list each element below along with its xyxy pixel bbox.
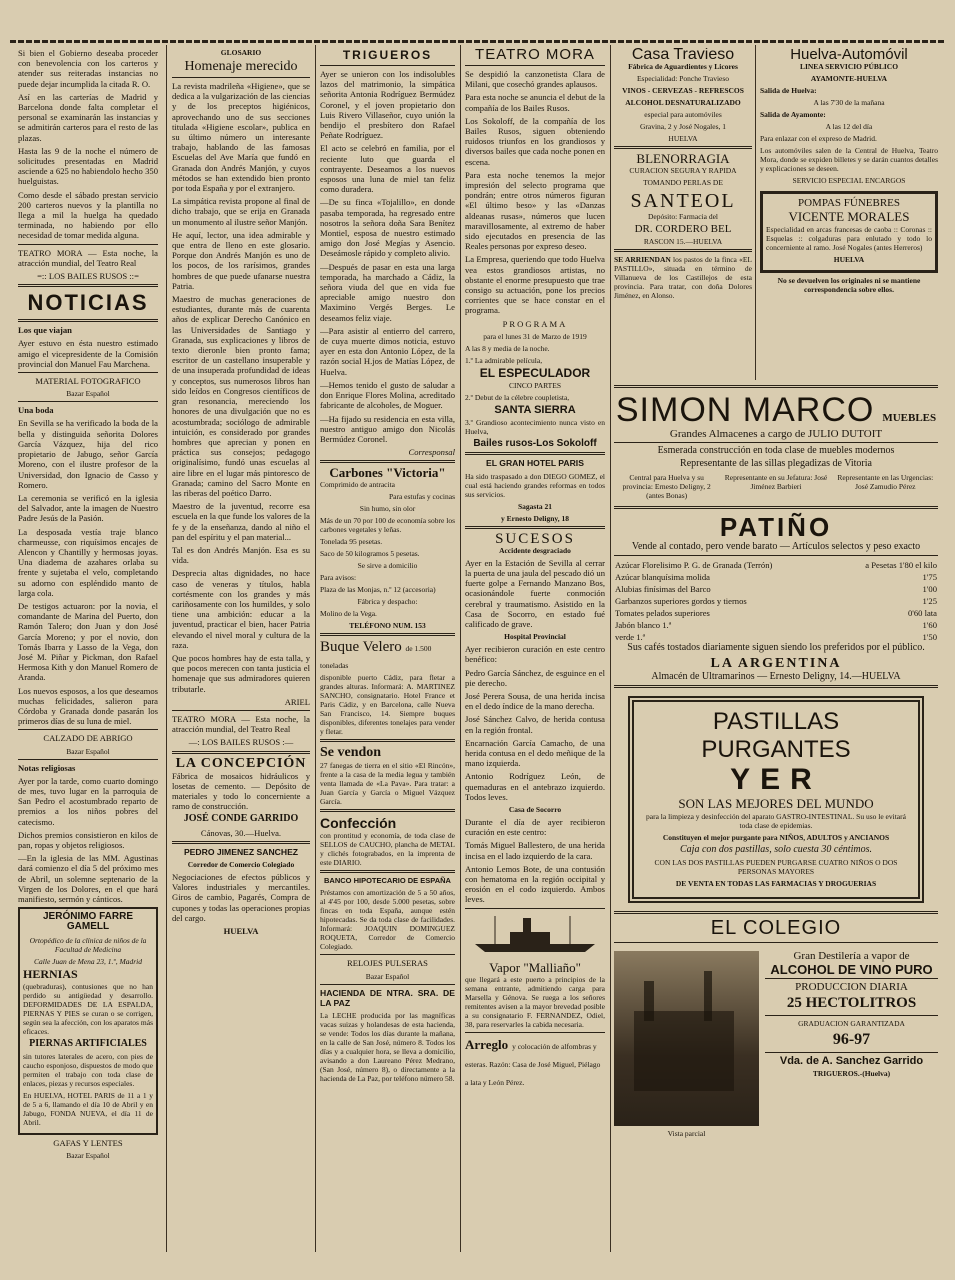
teatro-notice: TEATRO MORA — Esta noche, la atracción mundial, del Teatro Real xyxy=(18,247,158,268)
carbones-heading: Carbones "Victoria" xyxy=(329,465,446,481)
section-title: Los que viajan xyxy=(18,325,72,336)
vapor-heading: Vapor "Malliaño" xyxy=(489,959,581,975)
sucesos-heading: SUCESOS xyxy=(495,530,575,547)
price-item: Garbanzos superiores gordos y tiernos xyxy=(615,595,747,606)
price-value: 1'25 xyxy=(922,595,937,606)
price-item: Azúcar blanquísima molida xyxy=(615,571,710,582)
vendon-heading: Se vendon xyxy=(320,745,382,761)
steamship-icon xyxy=(465,912,605,956)
factory-photo: Vista parcial xyxy=(614,951,759,1126)
paragraph: Así en las carterías de Madrid y Barcelona donde falta completar el personal se examinarán las instancias y se admitirán carteros para el resto de las plazas. xyxy=(18,91,158,143)
homenaje-heading: Homenaje merecido xyxy=(184,59,298,74)
price-item: Tomates pelados superiores xyxy=(615,607,710,618)
column-6: Huelva-Automóvil LINEA SERVICIO PÚBLICO AYAMONTE-HUELVA Salida de Huelva: A las 7'30 de la mañana Salida de Ayamonte: A las 12 del día Para enlazar con el expreso de Madrid. Los automóviles salen de la Central de Huelva, Teatro Mora, donde se expiden billetes y se darán cuantos detalles y explicaciones se deseen. SERVICIO ESPECIAL ENCARGOS POMPAS FÚNEBRES VICENTE MORALES Especialidad en arcas francesas de caoba :: Coronas :: Esquelas :: colgaduras para enlutado y todo lo concerniente al ramo. José Nogales (antes Herreros) HUELVA No se devuelven los originales ni se mantiene correspondencia sobre ellos. xyxy=(760,48,938,294)
ad-title: GAFAS Y LENTES xyxy=(53,1138,123,1149)
paragraph: Si bien el Gobierno deseaba proceder con benevolencia con los carteros y atender sus reiteradas instancias no puede dejar incumplida la citada R. O. xyxy=(18,48,158,89)
price-value: 1'75 xyxy=(922,571,937,582)
confeccion-heading: Confección xyxy=(320,815,397,832)
concepcion-heading: LA CONCEPCIÓN xyxy=(175,755,307,771)
buque-heading: Buque Velero de 1.500 toneladas xyxy=(320,639,432,671)
arreglo-heading: Arreglo xyxy=(465,1036,509,1052)
column-1 xyxy=(18,48,158,1250)
price-value: 1'60 xyxy=(922,619,937,630)
price-value: 1'50 xyxy=(922,631,937,642)
paragraph: Hasta las 9 de la noche el número de solicitudes presentadas en Madrid asciende a 625 no habiendolo hecho 350 huelguistas. xyxy=(18,145,158,187)
top-rule xyxy=(10,40,945,43)
section-title: Notas religiosas xyxy=(18,762,76,773)
price-row xyxy=(614,583,938,595)
huelva-auto-heading: Huelva-Automóvil xyxy=(790,48,908,63)
price-row xyxy=(614,619,938,631)
price-row xyxy=(614,559,938,571)
price-value: 1'00 xyxy=(922,583,937,594)
column-4: TEATRO MORA Se despidió la canzonetista Clara de Milani, que cosechó grandes aplausos. Para esta noche se anuncia el debut de la compañía de los Bailes Rusos. Los Sokoloff, de la compañía de los Bailes Rusos, siguen obteniendo ruidosos triunfos en los grandiosos y diversos bailes que cada noche ponen en escena. Para esta noche tenemos la mejor impresión del selecto programa que pondrán; entre otros números figuran «El último beso» y las «Danzas aldeanas rusas», números que lucen maravillosamente, al extremo de haber sido ejecutados en presencia de las Reales personas por expreso deseo. La Empresa, queriendo que todo Huelva vea estos grandiosos artistas, no obstante el enorme presupuesto que trae consigo su actuación, pone los precios corrientes que se hace constar en el programa. PROGRAMA para el lunes 31 de Marzo de 1919 A las 8 y media de la noche. 1.º La admirable película, EL ESPECULADOR CINCO PARTES 2.º Debut de la célebre coupletista, SANTA SIERRA 3.º Grandioso acontecimiento nunca visto en Huelva, Bailes rusos-Los Sokoloff EL GRAN HOTEL PARIS Ha sido traspasado a don DIEGO GOMEZ, el cual está haciendo grandes reformas en todos sus servicios. Sagasta 21 y Ernesto Deligny, 18 SUCESOS Accidente desgraciado Ayer en la Estación de Sevilla al cerrar la puerta de una jaula del pescado dió un fuerte golpe a Fernando Manzano Bos, ocasionándole fuerte conmoción cerebral y traumatismo. Asistido en la Casa de Socorro, en estado fué calificado de grave. Hospital Provincial Ayer recibieron curación en este centro benéfico: Pedro García Sánchez, de esguince en el pie derecho. José Perera Sousa, de una herida incisa en el dedo índice de la mano derecha. José Sánchez Calvo, de herida contusa en la región frontal. Encarnación García Camacho, de una herida contusa en el dedo meñique de la mano izquierda. Antonio Rodríguez León, de quemaduras en el antebrazo izquierdo. Todos leves. Casa de Socorro Durante el día de ayer recibieron curación en este centro: Tomás Miguel Ballestero, de una herida incisa en el lado izquierdo de la cara. Antonio Lemos Bote, de una contusión con hematoma en la región occipital y erosión en el codo izquierdo. Ambos leves. Vapor "Malliaño" que llegará a este puerto a principios de la semana entrante, admitiendo carga para Marsella y Génova. Se ruega a los señores remitentes avisen a la mayor brevedad posible a su consignatario F. FERNANDEZ, Odiel, 38, para reservarles la cabida necesaria. Arreglo y colocación de alfombras y esteras. Razón: Casa de José Miguel, Piélago a lata y León Pérez. xyxy=(465,48,605,1087)
price-row xyxy=(614,595,938,607)
ad-subtitle: Bazar Español xyxy=(66,389,110,399)
price-item: Alubias finísimas del Barco xyxy=(615,583,711,594)
price-item: Jabón blanco 1.ª xyxy=(615,619,672,630)
paragraph: De testigos actuaron: por la novia, el comandante de Marina del Puerto, don Ramón Talero; don Juan y don José García Moreno; y por el novio, don Tomás Ibarra y Lasso de la Vega, don José M. Piñar y Pickman, don Rafael Hermosa Kith y don Manuel Romero de Aranda. xyxy=(18,600,158,683)
price-row xyxy=(614,631,938,643)
lower-right-ads: SIMON MARCO MUEBLES Grandes Almacenes a cargo de JULIO DUTOIT Esmerada construcción en toda clase de muebles modernos Representante de las sillas plegadizas de Vitoria Central para Huelva y su provincia: Ernesto Deligny, 2 (antes Bonas) Representante en su Jefatura: José Jiménez Barbieri Representante en las Urgencias: José Zamudio Pérez PATIÑO Vende al contado, pero vende barato — Artículos selectos y peso exacto Azúcar Florelisimo P. G. de Granada (Terrón) a Pesetas 1'80 el kilo Azúcar blanquísima molida 1'75 Alubias finísimas del Barco 1'00 Garbanzos superiores gordos y tiernos 1'25 Tomates pelados superiores 0'60 lata Jabón blanco 1.ª 1'60 verde 1.ª 1'50 Sus cafés tostados diariamente siguen siendo los preferidos por el público. LA ARGENTINA Almacén de Ultramarinos — Ernesto Deligny, 14.—HUELVA PASTILLAS PURGANTES YER SON LAS MEJORES DEL MUNDO para la limpieza y desinfección del aparato GASTRO-INTESTINAL. Su uso le evitará toda clase de epidemias. Constituyen el mejor purgante para NIÑOS, ADULTOS y ANCIANOS Caja con dos pastillas, solo cuesta 30 céntimos. CON LAS DOS PASTILLAS PUEDEN PURGARSE CUATRO NIÑOS O DOS PERSONAS MAYORES DE VENTA EN TODAS LAS FARMACIAS Y DROGUERIAS EL COLEGIO Vista parcial Gran Destilería a vapor de ALCOHOL DE VINO PURO PRODUCCION DIARIA 25 HECTOLITROS GRADUACION GARANTIZADA 96-97 Vda. de A. Sanchez Garrido TRIGUEROS.-(Huelva) xyxy=(614,382,938,1242)
section-title: Una boda xyxy=(18,405,54,416)
casa-heading: Casa Travieso xyxy=(631,48,735,63)
paragraph: La desposada vestía traje blanco charmeusse, con riquísimos encajes de Alencon y Chantilly y hermosas joyas. Una diadema de azahares orlaba su frente y sujetaba el velo, completando su adorno con espléndido manto de larga cola. xyxy=(18,526,158,598)
price-row xyxy=(614,571,938,583)
price-table xyxy=(614,559,938,643)
pompas-ad: POMPAS FÚNEBRES VICENTE MORALES Especialidad en arcas francesas de caoba :: Coronas :: Esquelas :: colgaduras para enlutado y todo lo concerniente al ramo. José Nogales (antes Herreros) HUELVA xyxy=(760,191,938,273)
price-item: Azúcar Florelisimo P. G. de Granada (Terrón) xyxy=(615,559,773,570)
paragraph: En Sevilla se ha verificado la boda de la bella y distinguida señorita Dolores García Vázquez, hija del rico propietario de Jabugo, señor García Moreno, con el ilustre profesor de la Universidad, don Ignacio de Casso y Romero. xyxy=(18,418,158,490)
price-value: a Pesetas 1'80 el kilo xyxy=(865,559,937,570)
pastillas-ad: PASTILLAS PURGANTES YER SON LAS MEJORES DEL MUNDO para la limpieza y desinfección del aparato GASTRO-INTESTINAL. Su uso le evitará toda clase de epidemias. Constituyen el mejor purgante para NIÑOS, ADULTOS y ANCIANOS Caja con dos pastillas, solo cuesta 30 céntimos. CON LAS DOS PASTILLAS PUEDEN PURGARSE CUATRO NIÑOS O DOS PERSONAS MAYORES DE VENTA EN TODAS LAS FARMACIAS Y DROGUERIAS xyxy=(628,696,924,903)
price-row xyxy=(614,607,938,619)
ad-subtitle: Bazar Español xyxy=(66,1151,110,1161)
paragraph: Dichos premios consistieron en kilos de pan, ropas y objetos religiosos. xyxy=(18,829,158,850)
teatro-heading: TEATRO MORA xyxy=(475,48,595,63)
paragraph: Ayer por la tarde, como cuarto domingo de mes, tuvo lugar en la parroquia de San Pedro el acostumbrado reparto de premios a los niños pobres del catecismo. xyxy=(18,775,158,827)
paragraph: Como desde el sábado prestan servicio 200 carteros nuevos y la plantilla no llega a mil la huelga ha quedado terminada, no habiendo por ello necesidad de tomar medida alguna. xyxy=(18,189,158,241)
paragraph: Ayer estuvo en ésta nuestro estimado amigo el vicepresidente de la Comisión provincial don Manuel Fau Marchena. xyxy=(18,338,158,369)
ad-subtitle: Bazar Español xyxy=(66,746,110,756)
bailes-notice: =:: LOS BAILES RUSOS ::= xyxy=(37,271,139,282)
simon-marco-ad: SIMON MARCO MUEBLES xyxy=(615,391,937,429)
price-item: verde 1.ª xyxy=(615,631,646,642)
trigueros-heading: TRIGUEROS xyxy=(342,48,433,62)
paragraph: —En la iglesia de las MM. Agustinas dará comienzo el día 5 del próximo mes de Abril, un solemne septenario de la Virgen de los Dolores, en el que hará manifiesto, sermón y cánticos. xyxy=(18,853,158,905)
farre-ad: JERÓNIMO FARRE GAMELL Ortopédico de la clínica de niños de la Facultad de Medicina Calle Juan de Mena 23, 1.º, Madrid HERNIAS (quebraduras), contusiones que no han perdido su antigüedad y desarrollo. DEFORMIDADES DE LA ESPALDA, PIERNAS Y PIES se curan o se corrigen, según sea la afección, con los aparatos más eficaces. PIERNAS ARTIFICIALES sin tutores laterales de acero, con pies de caucho esponjoso, dispuestos de modo que permiten el trabajo con toda clase de enlaces, piezas y recursos especiales. En HUELVA, HOTEL PARIS de 11 a 1 y de 5 a 6, llamando el día 10 de Abril y en Jabugo, FONDA NUEVA, el día 11 de Abril. xyxy=(18,907,158,1135)
ad-title: MATERIAL FOTOGRAFICO xyxy=(35,376,141,387)
column-3: TRIGUEROS Ayer se unieron con los indisolubles lazos del matrimonio, la simpática señorita Antonia Rodríguez Bermúdez Coronel, y el joven propietario don Luis Rivero Villaseñor, cuyo unión la bendijo el presbítero don Rafael Peñate Rodríguez. El acto se celebró en familia, por el reciente luto que guarda el contrayente. Deseamos a los nuevos esposos una luna de miel tan feliz como duradera. —De su finca «Tojalillo», en donde pasaba temporada, ha regresado entre nosotros la señora doña Sara Benítez Montiel, esposa de nuestro estimado amigo don José Megías y Asencio. Deseámosle rápido y completo alivio. —Después de pasar en esta una larga temporada, ha marchado a Cádiz, la señora viuda del que en vida fue apreciable amigo nuestro don Maximino Vergés Berges. Le deseamos feliz viaje. —Para asistir al entierro del carrero, de cuya muerte dimos noticia, estuvo ayer en esta don Antonio López, de la razón social H.jos de Matías López, de Huelva. —Hemos tenido el gusto de saludar a don Enrique Flores Molina, acreditado fabricante de alcoholes, de Moguer. —Ha fijado su residencia en esta villa, nuestro antiguo amigo don Nicolás Bermúdez Coronel. Corresponsal Carbones "Victoria" Comprimido de antracita Para estufas y cocinas Sin humo, sin olor Más de un 70 por 100 de economía sobre los carbones vegetales y leñas. Tonelada 95 pesetas. Saco de 50 kilogramos 5 pesetas. Se sirve a domicilio Para avisos: Plaza de las Monjas, n.º 12 (accesoria) Fábrica y despacho: Molino de la Vega. TELÉFONO NUM. 153 Buque Velero de 1.500 toneladas disponible puerto Cádiz, para fletar a grandes alturas. Informará: A. MARTINEZ SANCHO, consignatario. Hotel France et Paris Cádiz, y en Barcelona, calle Nueva San Francisco, 14. Siempre buques disponibles, diferentes tonelajes para vender y fletar. Se vendon 27 fanegas de tierra en el sitio «El Rincón», frente a la casa de la media legua y también venta llamada de «La Pava». Para tratar: a Juan García y García o Miguel Vázquez García. Confección con prontitud y economía, de toda clase de SELLOS de CAUCHO, plancha de METAL y clichés fotograbados, en la imprenta de este DIARIO. BANCO HIPOTECARIO DE ESPAÑA Préstamos con amortización de 5 a 50 años, al 4'45 por 100, desde 5.000 pesetas, sobre fincas en toda España, aunque estén hipotecadas. Se da toda clase de facilidades. Informará: JOAQUIN DOMINGUEZ ROQUETA, Corredor de Comercio Colegiado. RELOJES PULSERAS Bazar Español HACIENDA DE NTRA. SRA. DE LA PAZ La LECHE producida por las magníficas vacas suizas y holandesas de esta hacienda, se vende: Todos los días durante la mañana, en la calle de San José, número 8. Todos los días y a cualquier hora, se lleva a domicilio, avisando a don Laureano Pérez Medrano, (San José, número 8), o directamente a la hacienda de La Paz, por teléfono número 58. xyxy=(320,48,455,1083)
glosario-label: GLOSARIO xyxy=(220,48,262,57)
ad-title: CALZADO DE ABRIGO xyxy=(43,733,133,744)
author: ARIEL xyxy=(284,696,310,707)
price-value: 0'60 lata xyxy=(908,607,937,618)
patino-heading: PATIÑO xyxy=(719,511,833,542)
paragraph: La ceremonia se verificó en la iglesia del Salvador, ante la imagen de Nuestro Padre Jesús de la Pasión. xyxy=(18,492,158,524)
column-2: GLOSARIO Homenaje merecido La revista madrileña «Higiene», que se dedica a la vulgarización de las ciencias y de los preceptos higiénicos, aprovechando uno de sus secciones titulada «Higiene escolar», publica en su último número un interesante trabajo, hablando de las famosas Escuelas del Ave María que fundó en Granada don Andrés Manjón, y cuyos métodos se han extendido bien pronto por toda España y por el extranjero. La simpática revista propone al final de dicho trabajo, que se erija en Granada un monumento al ilustre señor Manjón. He aquí, lector, una idea admirable y que entra de lleno en este glosario. Porque don Andrés Manjón es uno de los pocos, de los rarísimos, grandes hombres de que puede ufanarse nuestra Patria. Maestro de muchas generaciones de estudiantes, durante más de cuarenta años de explicar Derecho Canónico en las Universidades de Santiago y Granada, sus explicaciones y libros de texto dieronle bien pronto fama; escritor de un castellano insuperable y de una insuperada profundidad de ideas y conceptos, sus numerosos libros han sido leídos en Congresos científicos de gran resonancia, mereciendo los honores de una divulgación que no es acostumbrada; sociólogo de admirable intuición, es considerado por grandes hombres que aprecian y ponen en práctica sus consejos; pedagogo originalísimo, fundó unas escuelas al aire libre en el lugar más pintoresco de Granada; camino del Sacro Monte en las riberas del poético Darro. Maestro de la juventud, recorre esa escuela en la que funde los valores de la fe y de la enseñanza, dando al niño el pan del espíritu y el pan material... Tal es don Andrés Manjón. Esa es su vida. Desprecia altas dignidades, no hace caso de veneras y títulos, habla cortésmente con los grandes y más cariñosamente con los humildes, y solo tiene una ambición: educar a la juventud, practicar el bien, hacer Patria elevando el nivel moral y cultura de la raza. Que pocos hombres hay de esta talla, y que pocos merecen con tanta justicia el homenaje que sus admiradores quieren tributarle. ARIEL TEATRO MORA — Esta noche, la atracción mundial, del Teatro Real —: LOS BAILES RUSOS :— LA CONCEPCIÓN Fábrica de mosaicos hidráulicos y losetas de cemento. — Depósito de materiales y todo lo concerniente a ramo de construcción. JOSÉ CONDE GARRIDO Cánovas, 30.—Huelva. PEDRO JIMENEZ SANCHEZ Corredor de Comercio Colegiado Negociaciones de efectos públicos y Valores industriales y mercantiles. Giros de cambio, Pagarés, Compra de cupones y todas las operaciones propias del cargo. HUELVA xyxy=(172,48,310,937)
column-5-upper: Casa Travieso Fábrica de Aguardientes y Licores Especialidad: Ponche Travieso VINOS - CERVEZAS - REFRESCOS ALCOHOL DESNATURALIZADO especial para automóviles Gravina, 2 y José Nogales, 1 HUELVA BLENORRAGIA CURACION SEGURA Y RAPIDA TOMANDO PERLAS DE SANTEOL Depósito: Farmacia del DR. CORDERO BEL RASCON 15.—HUELVA SE ARRIENDAN los pastos de la finca «EL PASTILLO», situada en término de Villanueva de los Castillejos de esta provincia. Para tratar, con doña Dolores Jiménez, en Alonso. xyxy=(614,48,752,301)
paragraph: Los nuevos esposos, a los que deseamos muchas felicidades, salieron para Córdoba y Granada donde pasarán los primeros días de su luna de miel. xyxy=(18,685,158,727)
noticias-heading: NOTICIAS xyxy=(27,290,149,316)
